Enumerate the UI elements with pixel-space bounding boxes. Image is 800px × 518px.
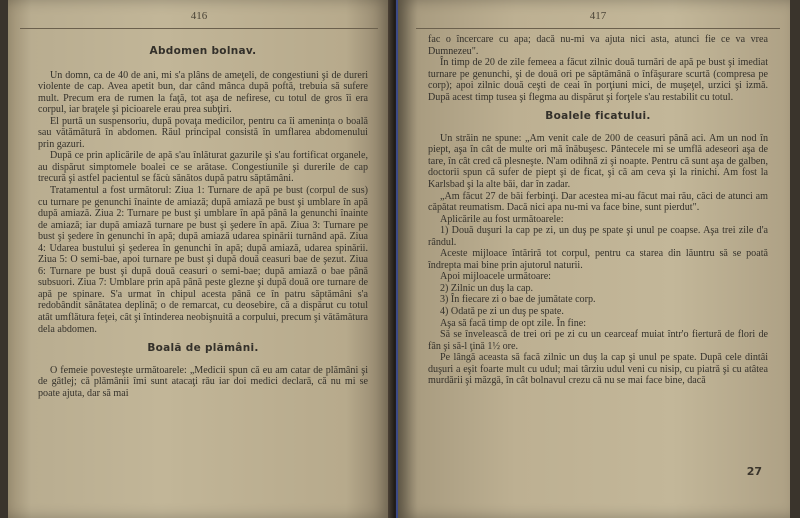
paragraph: Aplicările au fost următoarele: [440,213,564,225]
paragraph: O femeie povesteşte următoarele: „Medicii spun că eu am catar de plămâni şi de gâtlej; că plămânii îmi sunt atacaţi rău iar doi medici declară, că nu mi se poate ajuta, dar să mai [38,364,368,399]
left-page-number: 416 [190,10,208,22]
paragraph: 4) Odată pe zi un duş pe spate. [440,306,564,318]
section-title-abdomen: Abdomen bolnav. [149,45,257,57]
section-title-liver: Boalele ficatului. [545,110,651,123]
paragraph: Tratamentul a fost următorul: Ziua 1: Turnare de apă pe bust (corpul de sus) cu turnare pe genunchi înainte de amiază; după amiază pe bust şi umblare în apă după amiază. Ziua 2: Turnare pe bust şi umblare în apă până la genunchi înainte de amiază; iar după amiază turnare pe bust şi şedere în apă. Ziua 3: Turnare pe bust şi şedere în genunchi în apă; după amiază udarea spinării turnând apă. Ziua 4: Udarea bustului şi şederea în genunchi în apă; după amiază, udarea spinării. Ziua 5: O semi-bae, apoi turnare pe bust şi după două ceasuri bae de şezut. Ziua 6: Turnare pe bust şi după două ceasuri o semi-bae; după amiază o bae până subsuori. Ziua 7: Umblare prin apă până peste gleznе şi după două ore turnare de apă pe spinare. S'a urmat în chipul acesta până ce în patru săptămâni s'a redobândit sănătatea deplină; o de remarcat, cu deosebire, că a dispărut cu totul atât umflătura feţei, cât şi întinderea neobişnuită a corpului, precum şi vătămătura dela abdomen. [38,185,368,335]
right-page-content [428,34,768,387]
right-page-header [416,6,780,29]
left-page-content [38,34,368,399]
left-page-header [20,6,378,29]
paragraph: Un domn, ca de 40 de ani, mi s'a plâns de ameţeli, de congestiuni şi de dureri violente de cap. Avea apetit bun, dar când mânca după poftă, trebuia să sufere mult. Precum era de rumen la faţă, tot aşa de nefirese, cu totul de gros îi era corpul, iar braţele şi picioarele erau prea subţiri. [38,69,368,116]
paragraph: Pe lângă aceasta să facă zilnic un duş la cap şi unul pe spate. După cele dintâi duşuri a eşit foarte mult cu udul; mai târziu udul veni cu nisip, cu piatră şi cu atâtea murdării şi măzgă, în cât bolnavul crezu că nu se mai face bine, dacă [428,352,768,387]
left-page [8,0,392,518]
paragraph: Un străin ne spune: „Am venit cale de 200 de ceasuri până aci. Am un nod în piept, aşa în cât de multe ori mă înăbuşesc. Pântecele mi se umflă adeseori aşa de tare, în cât cred că plesneşte. N'am odihnă zi şi noapte. Pentru că sunt aşa de galben, doctorii spun că sufer de piept şi de ficat, şi că am ceva şi la rinichi. Am fost la Karlsbad şi la alte băi, dar în zadar. [428,132,768,191]
paragraph: 3) În fiecare zi o bae de jumătate corp. [440,294,596,306]
right-page [398,0,790,518]
paragraph: Apoi mijloacele următoare: [440,271,551,283]
signature-mark: 27 [746,465,762,478]
paragraph: După ce prin aplicările de apă s'au înlăturat gazurile şi s'au fortificat organele, au dispărut simptomele boalei ce se arătase. Congestiunile şi durerile de cap trecură şi astfel pacientul se făcù sănătos după patru săptămâni. [38,150,368,185]
paragraph: 2) Zilnic un duş la cap. [440,282,534,294]
paragraph: 1) Două duşuri la cap pe zi, un duş pe spate şi unul pe coapse. Aşa trei zile d'a rândul. [428,225,768,248]
paragraph: În timp de 20 de zile femeea a făcut zilnic două turnări de apă pe bust şi imediat turnare pe genunchi, şi de două ori pe săptămână o înfăşurare scurtă (compresa pe corp); apoi zilnic două ceşti de ceai în porţiuni mici, de muşeţel, urzici şi izmă. După acest timp tusea şi flegma au dispărut şi forţele s'au restabilit cu totul. [428,57,768,103]
paragraph: Să se învelească de trei ori pe zi cu un cearceaf muiat într'o fiertură de flori de fân şi să-l ţină 1½ ore. [428,329,768,352]
paragraph: „Am făcut 27 de băi ferbinţi. Dar acestea mi-au făcut mai rău, căci de atunci am căpătat reumatism. Dacă nici apa nu-mi va face bine, sunt pierdut". [428,190,768,214]
paragraph: Aceste mijloace întăriră tot corpul, pentru ca starea din lăuntru să se poată îndrepta mai bine prin ajutorul naturii. [428,248,768,271]
paragraph: fac o încercare cu apa; dacă nu-mi va ajuta nici asta, atunci fie ce va vrea Dumnezeu". [428,34,768,57]
paragraph: Aşa să facă timp de opt zile. În fine: [440,317,587,329]
right-page-number: 417 [589,10,607,22]
paragraph: El purtă un suspensoriu, după povaţa medicilor, pentru ca îi amenința o boală sau vătămătură în abdomen. Răul principal consistă în umflarea abdomenului prin gazuri. [38,115,368,150]
section-title-lungs: Boală de plămâni. [147,342,259,355]
